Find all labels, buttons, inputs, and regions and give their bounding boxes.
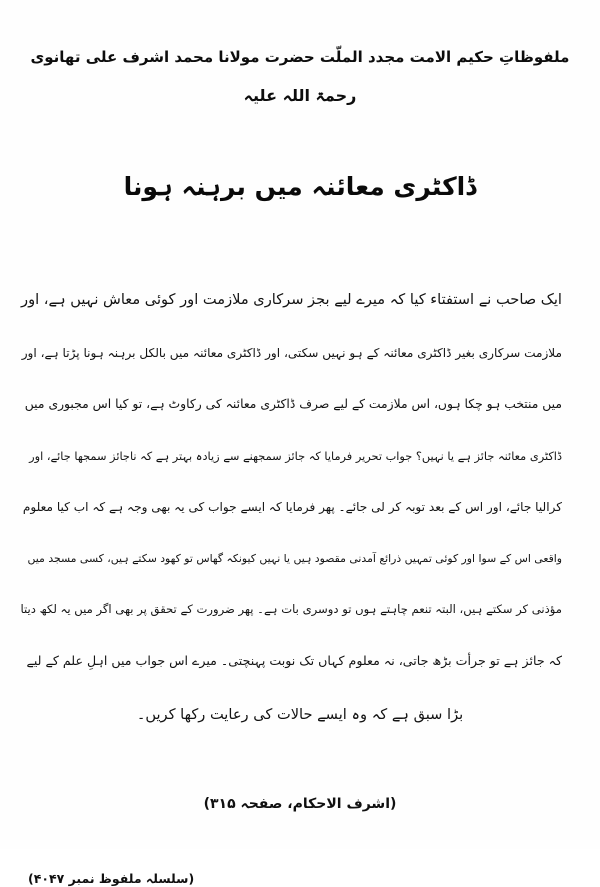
body-line: مؤذنی کر سکتے ہیں، البتہ تنعم چاہتے ہوں تو دوسری بات ہے۔ پھر ضرورت کے تحقق پر بھی اگر میں یہ لکھ دیتا bbox=[20, 601, 562, 616]
body-line: ایک صاحب نے استفتاء کیا کہ میرے لیے بجز سرکاری ملازمت اور کوئی معاش نہیں ہے، اور bbox=[21, 291, 562, 309]
body-line: میں منتخب ہو چکا ہوں، اس ملازمت کے لیے صرف ڈاکٹری معائنہ کی رکاوٹ ہے، تو کیا اس مجبوری میں bbox=[24, 397, 562, 412]
body-line: ڈاکٹری معائنہ جائز ہے یا نہیں؟ جواب تحریر فرمایا کہ جائز سمجھنے سے زیادہ بہتر ہے کہ ناجائز سمجھا جائے، اور bbox=[29, 448, 562, 463]
body-line: بڑا سبق ہے کہ وہ ایسے حالات کی رعایت رکھا کریں۔ bbox=[136, 705, 464, 723]
masthead bbox=[28, 46, 572, 107]
body-line: کرالیا جائے، اور اس کے بعد توبہ کر لی جائے۔ پھر فرمایا کہ ایسے جواب کی یہ بھی وجہ ہے کہ اب کیا معلوم bbox=[22, 499, 562, 514]
body-line: کہ جائز ہے تو جرأت بڑھ جاتی، نہ معلوم کہاں تک نوبت پہنچتی۔ میرے اس جواب میں اہلِ علم کے لیے bbox=[26, 653, 562, 669]
page-footer bbox=[28, 868, 572, 887]
body-line: واقعی اس کے سوا اور کوئی تمہیں ذرائع آمدنی مقصود ہیں یا نہیں کیونکہ گھاس تو کھود سکتے ہیں، کسی مسجد میں bbox=[27, 551, 562, 565]
source-citation: (اشرف الاحکام، صفحہ ۳۱۵) bbox=[203, 796, 397, 813]
body-text bbox=[20, 266, 572, 748]
author-honorific: رحمۃ اللہ علیہ bbox=[243, 85, 357, 105]
series-number-note: (سلسلہ ملفوظ نمبر ۴۰۴۷) bbox=[28, 871, 195, 887]
book-title: ملفوظاتِ حکیم الامت مجدد الملّت حضرت مولانا محمد اشرف علی تھانوی bbox=[30, 48, 570, 66]
section-heading: ڈاکٹری معائنہ میں برہنہ ہونا bbox=[123, 171, 477, 201]
body-line: ملازمت سرکاری بغیر ڈاکٹری معائنہ کے ہو نہیں سکتی، اور ڈاکٹری معائنہ میں بالکل برہنہ ہونا پڑتا ہے، اور bbox=[21, 346, 562, 361]
